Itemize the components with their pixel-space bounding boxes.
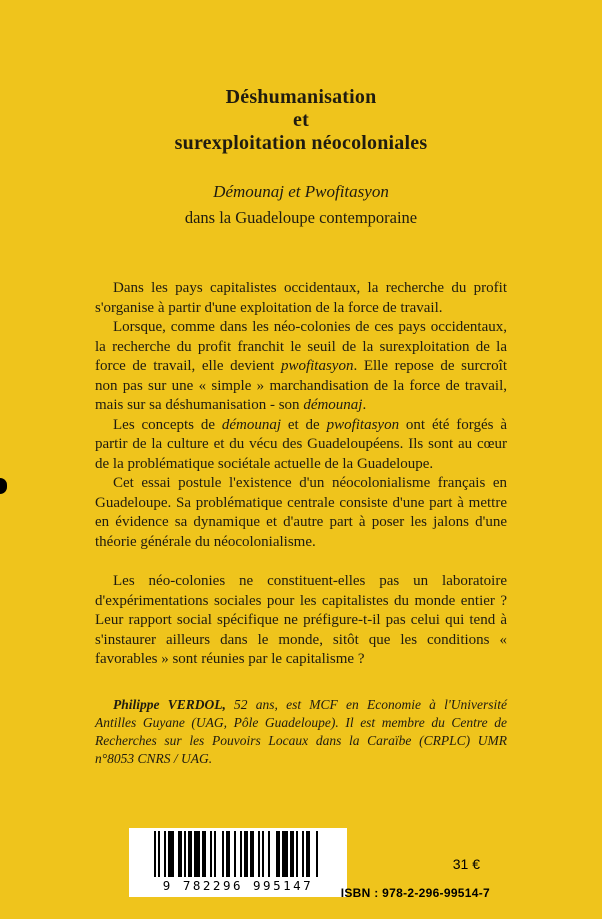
paragraph [95, 318, 507, 416]
text-run: et de [281, 416, 327, 433]
barcode-panel [129, 828, 347, 897]
barcode-number: 9 782296 995147 [162, 878, 314, 893]
book-title [0, 0, 602, 155]
text-run: . Elle repose de surcroît non pas sur une « simple » marchandisation de la force de travail, mais sur sa déshumanisation - son [95, 358, 507, 413]
paragraph [95, 279, 507, 318]
text-run: Les concepts de [113, 416, 222, 433]
body-paragraphs [95, 279, 507, 670]
barcode-space [318, 831, 322, 877]
book-subtitle [0, 181, 602, 229]
text-run: . [362, 397, 367, 413]
book-subtitle-context: dans la Guadeloupe contemporaine [184, 208, 418, 227]
text-run: pwofitasyon [280, 358, 354, 374]
paragraph [95, 416, 507, 475]
book-title-line-3: surexploitation néocoloniales [174, 132, 428, 154]
paragraph [95, 572, 507, 670]
barcode-icon [137, 831, 339, 877]
text-run: Philippe VERDOL, [113, 696, 226, 712]
book-title-line-2: et [293, 109, 309, 131]
price-label: 31 € [452, 856, 480, 872]
paragraph [95, 474, 507, 552]
text-run: ont été forgés à partir de la culture et du vécu des Guadeloupéens. Ils sont au cœur de la problématique sociétale actuelle de la Guadeloupe. [95, 416, 508, 472]
text-run: Cet essai postule l'existence d'un néocolonialisme français en Guadeloupe. Sa problématique centrale consiste d'une part à mettre en évidence sa dynamique et d'autre part à poser les jalons d'une théorie générale du néocolonialisme. [95, 475, 507, 550]
text-run: 52 ans, est MCF en Economie à l'Université Antilles Guyane (UAG, Pôle Guadeloupe). Il est membre du Centre de Recherches sur les Pouvoirs Locaux dans la Caraïbe (CRPLC) UMR n°8053 CNRS / UAG. [95, 696, 507, 766]
text-run: Les néo-colonies ne constituent-elles pas un laboratoire d'expérimentations sociales pour les capitalistes du monde entier ? Leur rapport social spécifique ne préfigure-t-il pas celui qui tend à s'instaurer ailleurs dans le monde, sitôt que les conditions « favorables » sont réunies par le capitalisme ? [95, 573, 507, 667]
scan-notch-mark [0, 478, 7, 494]
text-run: démounaj [303, 397, 363, 413]
book-title-line-1: Déshumanisation [225, 86, 377, 108]
author-bio [95, 696, 507, 768]
book-subtitle-creole: Démounaj et Pwofitasyon [213, 182, 389, 201]
text-run: démounaj [221, 416, 282, 433]
text-run: pwofitasyon [326, 416, 400, 433]
text-run: Dans les pays capitalistes occidentaux, la recherche du profit s'organise à partir d'une exploitation de la force de travail. [95, 280, 507, 316]
isbn-label: ISBN : 978-2-296-99514-7 [340, 886, 490, 900]
text-run: Lorsque, comme dans les néo-colonies de ces pays occidentaux, la recherche du profit franchit le seuil de la surexploitation de la force de travail, elle devient [95, 319, 507, 374]
